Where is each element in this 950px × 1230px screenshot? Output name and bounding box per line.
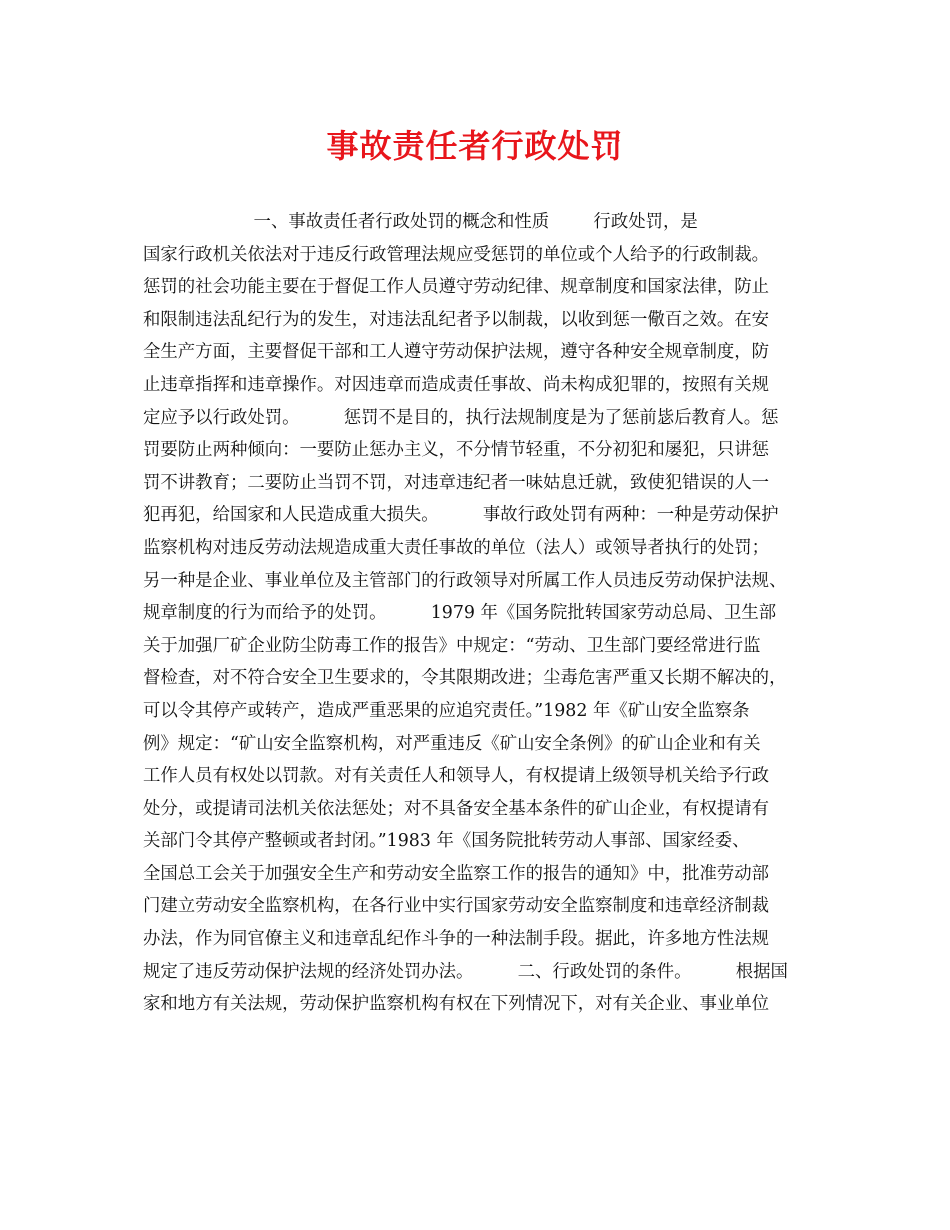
body-text-line: 和限制违法乱纪行为的发生，对违法乱纪者予以制裁，以收到惩一儆百之效。在安 xyxy=(143,309,770,330)
body-text-line: 监察机构对违反劳动法规造成重大责任事故的单位（法人）或领导者执行的处罚； xyxy=(143,537,770,558)
body-text-line: 督检查，对不符合安全卫生要求的，令其限期改进；尘毒危害严重又长期不解决的， xyxy=(143,668,787,689)
body-text-line: 惩罚的社会功能主要在于督促工作人员遵守劳动纪律、规章制度和国家法律，防止 xyxy=(143,277,770,298)
body-text-line: 规章制度的行为而给予的处罚。 1979 年《国务院批转国家劳动总局、卫生部 xyxy=(143,603,777,624)
body-text-line: 另一种是企业、事业单位及主管部门的行政领导对所属工作人员违反劳动保护法规、 xyxy=(143,570,787,591)
body-text-line: 家和地方有关法规，劳动保护监察机构有权在下列情况下，对有关企业、事业单位 xyxy=(143,994,770,1015)
body-text-line: 关部门令其停产整顿或者封闭。”1983 年《国务院批转劳动人事部、国家经委、 xyxy=(143,831,750,852)
body-text-line: 规定了违反劳动保护法规的经济处罚办法。 二、行政处罚的条件。 根据国 xyxy=(143,961,788,982)
body-text-line: 罚不讲教育；二要防止当罚不罚，对违章违纪者一味姑息迁就，致使犯错误的人一 xyxy=(143,472,770,493)
body-text-line: 止违章指挥和违章操作。对因违章而造成责任事故、尚未构成犯罪的，按照有关规 xyxy=(143,374,770,395)
body-text-line: 犯再犯，给国家和人民造成重大损失。 事故行政处罚有两种：一种是劳动保护 xyxy=(143,505,779,526)
body-text-line: 全国总工会关于加强安全生产和劳动安全监察工作的报告的通知》中，批准劳动部 xyxy=(143,863,770,884)
body-text-line: 工作人员有权处以罚款。对有关责任人和领导人，有权提请上级领导机关给予行政 xyxy=(143,766,770,787)
body-text-line: 门建立劳动安全监察机构，在各行业中实行国家劳动安全监察制度和违章经济制裁 xyxy=(143,896,770,917)
document-body xyxy=(143,206,823,1021)
body-text-line: 处分，或提请司法机关依法惩处；对不具备安全基本条件的矿山企业，有权提请有 xyxy=(143,798,770,819)
body-text-line: 关于加强厂矿企业防尘防毒工作的报告》中规定：“劳动、卫生部门要经常进行监 xyxy=(143,635,761,656)
body-text-line: 国家行政机关依法对于违反行政管理法规应受惩罚的单位或个人给予的行政制裁。 xyxy=(143,244,770,265)
body-text-line: 可以令其停产或转产，造成严重恶果的应追究责任。”1982 年《矿山安全监察条 xyxy=(143,700,750,721)
body-text-line: 办法，作为同官僚主义和违章乱纪作斗争的一种法制手段。据此，许多地方性法规 xyxy=(143,929,770,950)
body-text-line: 一、事故责任者行政处罚的概念和性质 行政处罚，是 xyxy=(143,212,698,232)
body-text-line: 定应予以行政处罚。 惩罚不是目的，执行法规制度是为了惩前毖后教育人。惩 xyxy=(143,407,779,428)
body-text-line: 全生产方面，主要督促干部和工人遵守劳动保护法规，遵守各种安全规章制度，防 xyxy=(143,342,770,363)
body-text-line: 罚要防止两种倾向：一要防止惩办主义，不分情节轻重，不分初犯和屡犯，只讲惩 xyxy=(143,440,770,461)
body-text-line: 例》规定：“矿山安全监察机构，对严重违反《矿山安全条例》的矿山企业和有关 xyxy=(143,733,761,754)
document-title: 事故责任者行政处罚 xyxy=(326,127,624,165)
